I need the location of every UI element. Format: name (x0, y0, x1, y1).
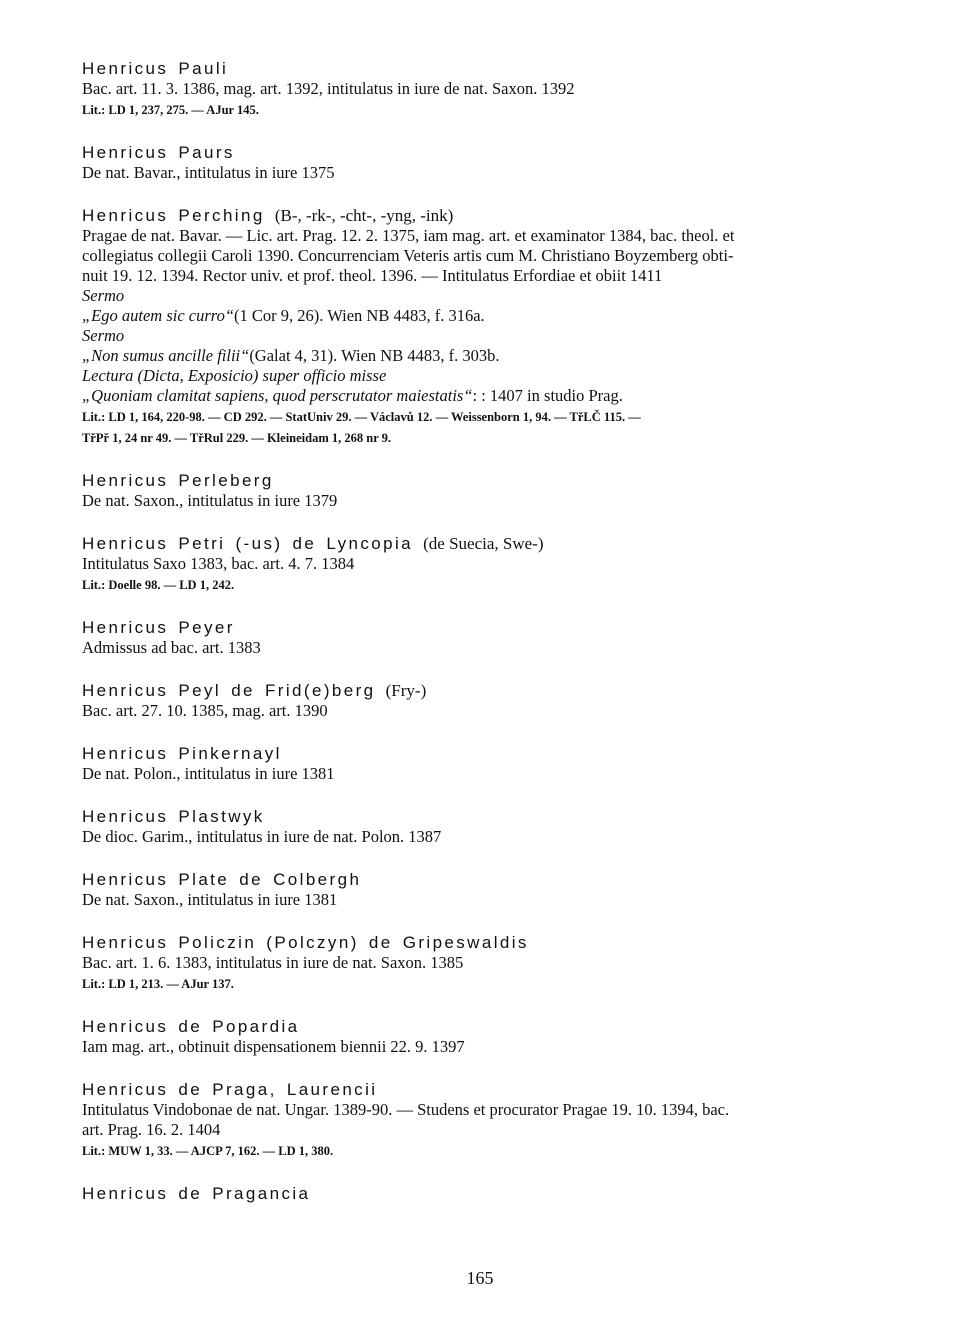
work-reference: (1 Cor 9, 26). Wien NB 4483, f. 316a. (234, 306, 485, 325)
entry-henricus-policzin (82, 932, 902, 994)
entry-name-main: Henricus Peyl de Frid(e)berg (82, 681, 376, 700)
entry-name: Henricus Policzin (Polczyn) de Gripeswaldis (82, 933, 529, 952)
entry-name-variants: (Fry-) (385, 681, 427, 700)
work-incipit-line (82, 386, 902, 406)
entry-henricus-perleberg (82, 470, 902, 511)
entry-name-variants: (B-, -rk-, -cht-, -yng, -ink) (274, 206, 454, 225)
entry-name: Henricus Peyer (82, 618, 235, 637)
document-page (82, 58, 902, 1226)
work-incipit: „Quoniam clamitat sapiens, quod perscrutator maiestatis“ (82, 386, 473, 405)
entry-text: De nat. Saxon., intitulatus in iure 1381 (82, 890, 338, 909)
work-reference: (Galat 4, 31). Wien NB 4483, f. 303b. (249, 346, 500, 365)
work-incipit: „Non sumus ancille filii“ (82, 346, 250, 365)
work-incipit-line (82, 306, 902, 326)
entry-henricus-de-popardia (82, 1016, 902, 1057)
literature-line: Lit.: MUW 1, 33. — AJCP 7, 162. — LD 1, 380. (82, 1144, 334, 1158)
entry-name: Henricus Plastwyk (82, 807, 265, 826)
page-number: 165 (466, 1268, 494, 1288)
entry-name (82, 533, 902, 554)
literature-line: Lit.: LD 1, 213. — AJur 137. (82, 977, 234, 991)
entry-name: Henricus de Praga, Laurencii (82, 1080, 378, 1099)
entry-name: Henricus Pinkernayl (82, 744, 282, 763)
entry-text: art. Prag. 16. 2. 1404 (82, 1120, 221, 1139)
entry-name (82, 205, 902, 226)
entry-name-main: Henricus Perching (82, 206, 265, 225)
entry-name-variants: (de Suecia, Swe-) (423, 534, 544, 553)
entry-text: De nat. Polon., intitulatus in iure 1381 (82, 764, 335, 783)
entry-name: Henricus Pauli (82, 59, 229, 78)
entry-text: collegiatus collegii Caroli 1390. Concurrenciam Veteris artis cum M. Christiano Boyzemberg obti- (82, 246, 734, 265)
entry-henricus-de-praga (82, 1079, 902, 1161)
work-incipit-line (82, 346, 902, 366)
entry-name: Henricus Perleberg (82, 471, 274, 490)
work-incipit: „Ego autem sic curro“ (82, 306, 235, 325)
work-label: Sermo (82, 326, 125, 345)
entry-text: nuit 19. 12. 1394. Rector univ. et prof. theol. 1396. — Intitulatus Erfordiae et obiit 1411 (82, 266, 663, 285)
entry-text: Admissus ad bac. art. 1383 (82, 638, 261, 657)
literature-line: Lit.: LD 1, 237, 275. — AJur 145. (82, 103, 259, 117)
entry-henricus-paurs (82, 142, 902, 183)
entry-text: Iam mag. art., obtinuit dispensationem biennii 22. 9. 1397 (82, 1037, 465, 1056)
entry-henricus-perching (82, 205, 902, 448)
entry-text: Bac. art. 1. 6. 1383, intitulatus in iure de nat. Saxon. 1385 (82, 953, 464, 972)
entry-name-main: Henricus Petri (-us) de Lyncopia (82, 534, 413, 553)
work-reference: : : 1407 in studio Prag. (472, 386, 623, 405)
entry-text: Bac. art. 11. 3. 1386, mag. art. 1392, intitulatus in iure de nat. Saxon. 1392 (82, 79, 575, 98)
literature-line: Lit.: Doelle 98. — LD 1, 242. (82, 578, 235, 592)
literature-line: Lit.: LD 1, 164, 220-98. — CD 292. — StatUniv 29. — Václavů 12. — Weissenborn 1, 94. — TřLČ 115. — (82, 410, 641, 424)
entry-name: Henricus de Popardia (82, 1017, 300, 1036)
entry-text: Pragae de nat. Bavar. — Lic. art. Prag. 12. 2. 1375, iam mag. art. et examinator 1384, bac. theol. et (82, 226, 735, 245)
entry-text: Intitulatus Vindobonae de nat. Ungar. 1389-90. — Studens et procurator Pragae 19. 10. 1394, bac. (82, 1100, 730, 1119)
entry-henricus-peyer (82, 617, 902, 658)
entry-name: Henricus Paurs (82, 143, 235, 162)
work-label: Lectura (Dicta, Exposicio) super officio misse (82, 366, 387, 385)
work-label: Sermo (82, 286, 125, 305)
entry-text: De dioc. Garim., intitulatus in iure de nat. Polon. 1387 (82, 827, 442, 846)
entry-henricus-peyl (82, 680, 902, 721)
entry-henricus-pauli (82, 58, 902, 120)
entry-henricus-pinkernayl (82, 743, 902, 784)
entry-name (82, 680, 902, 701)
literature-line: TřPř 1, 24 nr 49. — TřRul 229. — Kleineidam 1, 268 nr 9. (82, 431, 392, 445)
entry-name: Henricus de Pragancia (82, 1184, 311, 1203)
entry-henricus-de-pragancia (82, 1183, 902, 1204)
entry-text: Intitulatus Saxo 1383, bac. art. 4. 7. 1384 (82, 554, 355, 573)
entry-henricus-plate (82, 869, 902, 910)
entry-text: De nat. Saxon., intitulatus in iure 1379 (82, 491, 338, 510)
entry-text: De nat. Bavar., intitulatus in iure 1375 (82, 163, 335, 182)
entry-henricus-plastwyk (82, 806, 902, 847)
entry-henricus-petri (82, 533, 902, 595)
entry-text: Bac. art. 27. 10. 1385, mag. art. 1390 (82, 701, 328, 720)
entry-name: Henricus Plate de Colbergh (82, 870, 362, 889)
